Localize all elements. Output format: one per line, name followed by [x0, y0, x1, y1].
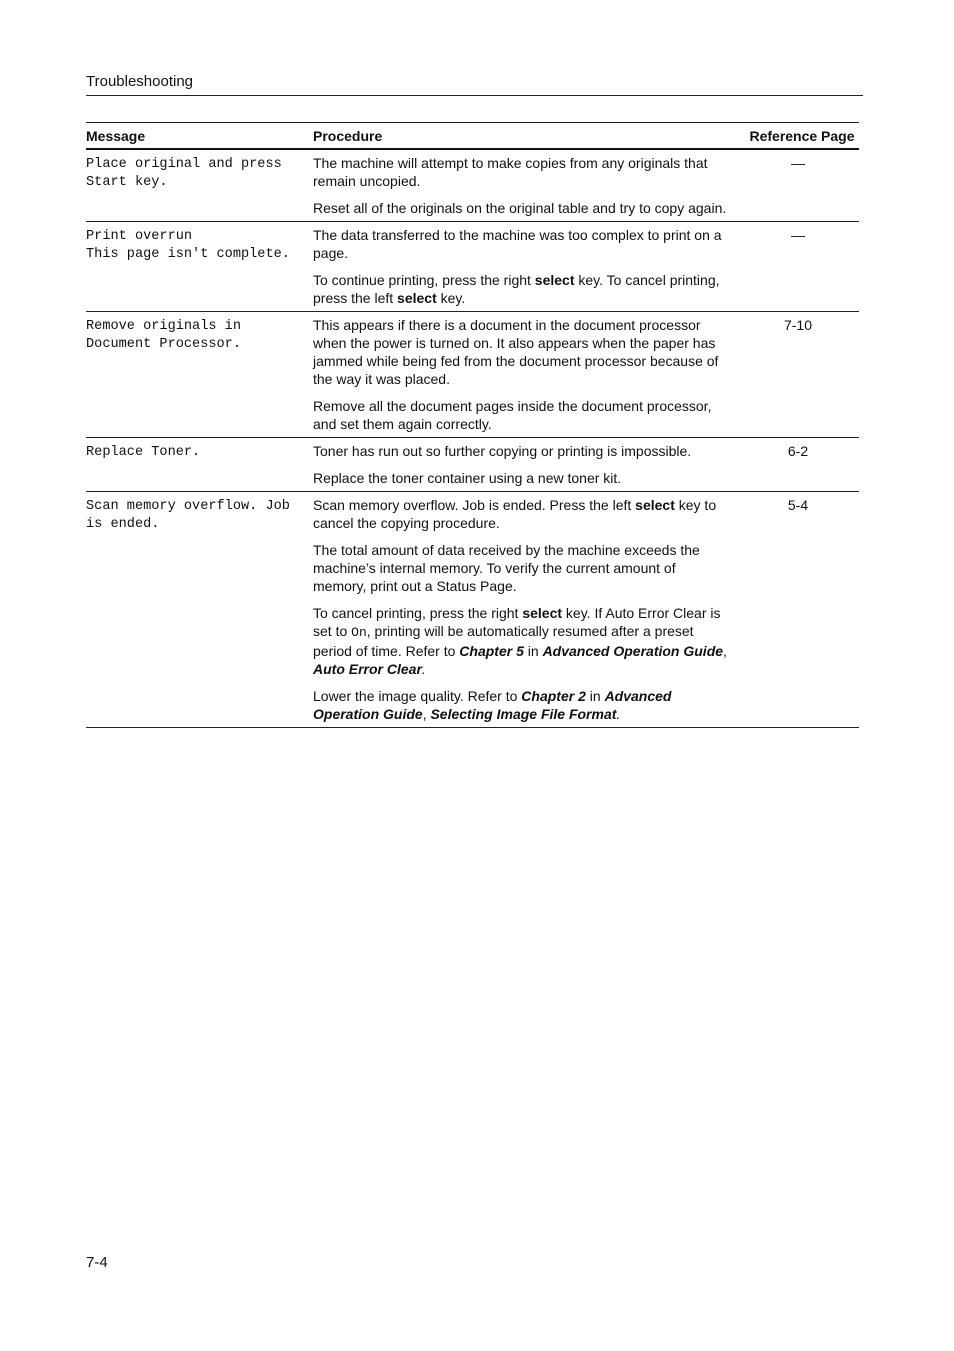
procedure-text: . — [616, 706, 621, 722]
table-body — [86, 149, 859, 728]
column-header-procedure: Procedure — [313, 123, 737, 150]
procedure-text: To continue printing, press the right — [313, 272, 535, 288]
procedure-text: select — [534, 272, 575, 288]
procedure-paragraph — [313, 271, 731, 307]
procedure-text: The total amount of data received by the machine exceeds the machine’s internal memory. To verify the current amount of memory, print out a Status Page. — [313, 542, 700, 594]
troubleshooting-table — [86, 122, 859, 728]
procedure-text: key. If Auto Error Clear is set to — [313, 605, 721, 639]
procedure-paragraph — [313, 226, 731, 262]
procedure-text: This appears if there is a document in the document processor when the power is turned on. It also appears when the paper has jammed while being fed from the document processor because of the way it was placed. — [313, 317, 719, 387]
procedure-text: , — [723, 643, 727, 659]
procedure-text: Replace the toner container using a new toner kit. — [313, 470, 622, 486]
reference-cell: 6-2 — [737, 438, 859, 492]
procedure-text: Chapter 2 — [521, 688, 586, 704]
procedure-text: in — [585, 688, 605, 704]
procedure-text: , — [422, 706, 431, 722]
procedure-text: in — [523, 643, 543, 659]
table-row — [86, 492, 859, 728]
message-cell: Remove originals in Document Processor. — [86, 312, 313, 438]
table-row — [86, 438, 859, 492]
procedure-paragraph — [313, 397, 731, 433]
procedure-paragraph — [313, 469, 731, 487]
table-row — [86, 149, 859, 222]
procedure-text: On — [351, 625, 367, 640]
procedure-paragraph — [313, 199, 731, 217]
procedure-paragraph — [313, 496, 731, 532]
procedure-text: select — [522, 605, 563, 621]
procedure-paragraph — [313, 687, 731, 723]
procedure-paragraph — [313, 541, 731, 595]
procedure-text: Scan memory overflow. Job is ended. Press the left — [313, 497, 636, 513]
procedure-text: . — [421, 661, 426, 677]
procedure-cell — [313, 492, 737, 728]
procedure-text: The data transferred to the machine was too complex to print on a page. — [313, 227, 722, 261]
procedure-text: Auto Error Clear — [313, 661, 422, 677]
procedure-cell — [313, 149, 737, 222]
header-rule — [86, 95, 863, 96]
procedure-text: Advanced Operation Guide — [542, 643, 724, 659]
procedure-text: select — [635, 497, 675, 513]
table-row — [86, 312, 859, 438]
procedure-paragraph — [313, 604, 731, 678]
procedure-text: key. To cancel printing, press the left — [313, 272, 720, 306]
reference-cell: 7-10 — [737, 312, 859, 438]
procedure-text: Chapter 5 — [459, 643, 524, 659]
message-table — [86, 122, 859, 728]
page-header-title: Troubleshooting — [86, 73, 194, 90]
message-cell: Replace Toner. — [86, 438, 313, 492]
reference-cell: — — [737, 149, 859, 222]
message-cell: Scan memory overflow. Job is ended. — [86, 492, 313, 728]
procedure-text: key. — [436, 290, 466, 306]
procedure-cell — [313, 222, 737, 312]
procedure-text: Remove all the document pages inside the document processor, and set them again correctly. — [313, 398, 712, 432]
procedure-paragraph — [313, 442, 731, 460]
procedure-paragraph — [313, 316, 731, 388]
column-header-message: Message — [86, 123, 313, 150]
procedure-text: Toner has run out so further copying or printing is impossible. — [313, 443, 692, 459]
page-number: 7-4 — [86, 1254, 108, 1271]
procedure-text: The machine will attempt to make copies from any originals that remain uncopied. — [313, 155, 708, 189]
procedure-text: To cancel printing, press the right — [313, 605, 523, 621]
procedure-text: key to cancel the copying procedure. — [313, 497, 717, 531]
procedure-text: select — [397, 290, 437, 306]
procedure-text: , printing will be automatically resumed after a preset period of time. Refer to — [313, 623, 694, 659]
message-cell: Print overrun This page isn't complete. — [86, 222, 313, 312]
procedure-paragraph — [313, 154, 731, 190]
procedure-text: Lower the image quality. Refer to — [313, 688, 522, 704]
procedure-cell — [313, 312, 737, 438]
procedure-text: Reset all of the originals on the original table and try to copy again. — [313, 200, 727, 216]
message-cell: Place original and press Start key. — [86, 149, 313, 222]
reference-cell: 5-4 — [737, 492, 859, 728]
procedure-cell — [313, 438, 737, 492]
column-header-reference: Reference Page — [737, 123, 859, 150]
procedure-text: Selecting Image File Format — [430, 706, 617, 722]
reference-cell: — — [737, 222, 859, 312]
table-header — [86, 123, 859, 150]
table-row — [86, 222, 859, 312]
procedure-text: Advanced Operation Guide — [313, 688, 672, 722]
